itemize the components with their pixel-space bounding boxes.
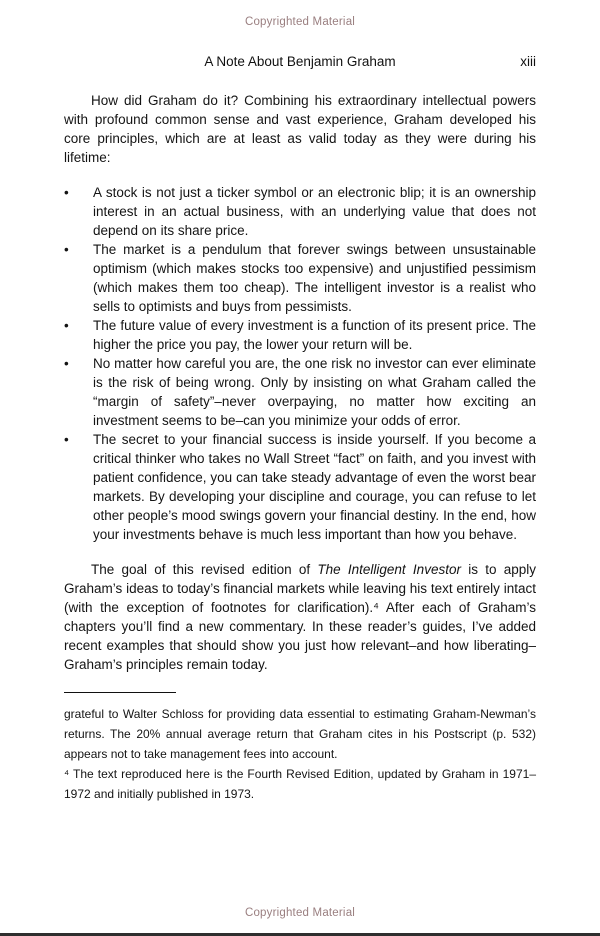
paragraph-intro: How did Graham do it? Combining his extraordinary intellectual powers with profound common sense and vast experience, Graham developed his core principles, which are at least as valid today as they were during his lifetime: (64, 93, 536, 165)
book-title-italic: The Intelligent Investor (317, 562, 461, 577)
list-item (64, 316, 536, 354)
paragraph-closing-segment: The goal of this revised edition of (91, 562, 318, 577)
copyright-notice-top: Copyrighted Material (244, 16, 356, 28)
bullet-marker: • (64, 432, 69, 447)
bullet-marker: • (64, 242, 69, 257)
principles-list (64, 183, 536, 544)
list-item-text: The market is a pendulum that forever swings between unsustainable optimism (which makes stocks too expensive) and unjustified pessimism (which makes them too cheap). The intelligent investor is a realist who sells to optimists and buys from pessimists. (93, 242, 536, 314)
body-text (64, 91, 536, 674)
footnote-4: ⁴ The text reproduced here is the Fourth Revised Edition, updated by Graham in 1971–1972 and initially published in 1973. (64, 767, 536, 801)
paragraph-closing (64, 560, 536, 674)
list-item-text: The future value of every investment is a function of its present price. The higher the price you pay, the lower your return will be. (93, 318, 536, 352)
bullet-marker: • (64, 185, 69, 200)
list-item (64, 183, 536, 240)
list-item-text: A stock is not just a ticker symbol or an electronic blip; it is an ownership interest in an actual business, with an underlying value that does not depend on its share price. (93, 185, 536, 238)
footnotes-section (64, 692, 536, 804)
paragraph-closing-segment: is to apply Graham’s ideas to today’s financial markets while leaving his text entirely intact (with the exception of footnotes for clarification).⁴ After each of Graham’s chapters you’ll find a new commentary. In these reader’s guides, I’ve added recent examples that should show you just how relevant–and how liberating–Graham’s principles remain today. (64, 562, 536, 672)
list-item-text: The secret to your financial success is inside yourself. If you become a critical thinker who takes no Wall Street “fact” on faith, and you invest with patient confidence, you can take steady advantage of even the worst bear markets. By developing your discipline and courage, you can refuse to let other people’s mood swings govern your financial destiny. In the end, how your investments behave is much less important than how you behave. (93, 432, 536, 542)
chapter-title: A Note About Benjamin Graham (204, 54, 396, 69)
list-item-text: No matter how careful you are, the one risk no investor can ever eliminate is the risk of being wrong. Only by insisting on what Graham called the “margin of safety”–never overpaying, no matter how exciting an investment seems to be–can you minimize your odds of error. (93, 356, 536, 428)
bullet-marker: • (64, 318, 69, 333)
page-header (64, 54, 536, 69)
list-item (64, 240, 536, 316)
list-item (64, 430, 536, 544)
page-number: xiii (520, 54, 536, 69)
copyright-notice-bottom: Copyrighted Material (244, 907, 356, 919)
list-item (64, 354, 536, 430)
bullet-marker: • (64, 356, 69, 371)
footnote-continued: grateful to Walter Schloss for providing data essential to estimating Graham-Newman’s returns. The 20% annual average return that Graham cites in his Postscript (p. 532) appears not to take management fees into account. (64, 707, 536, 761)
footnote-rule (64, 692, 176, 693)
